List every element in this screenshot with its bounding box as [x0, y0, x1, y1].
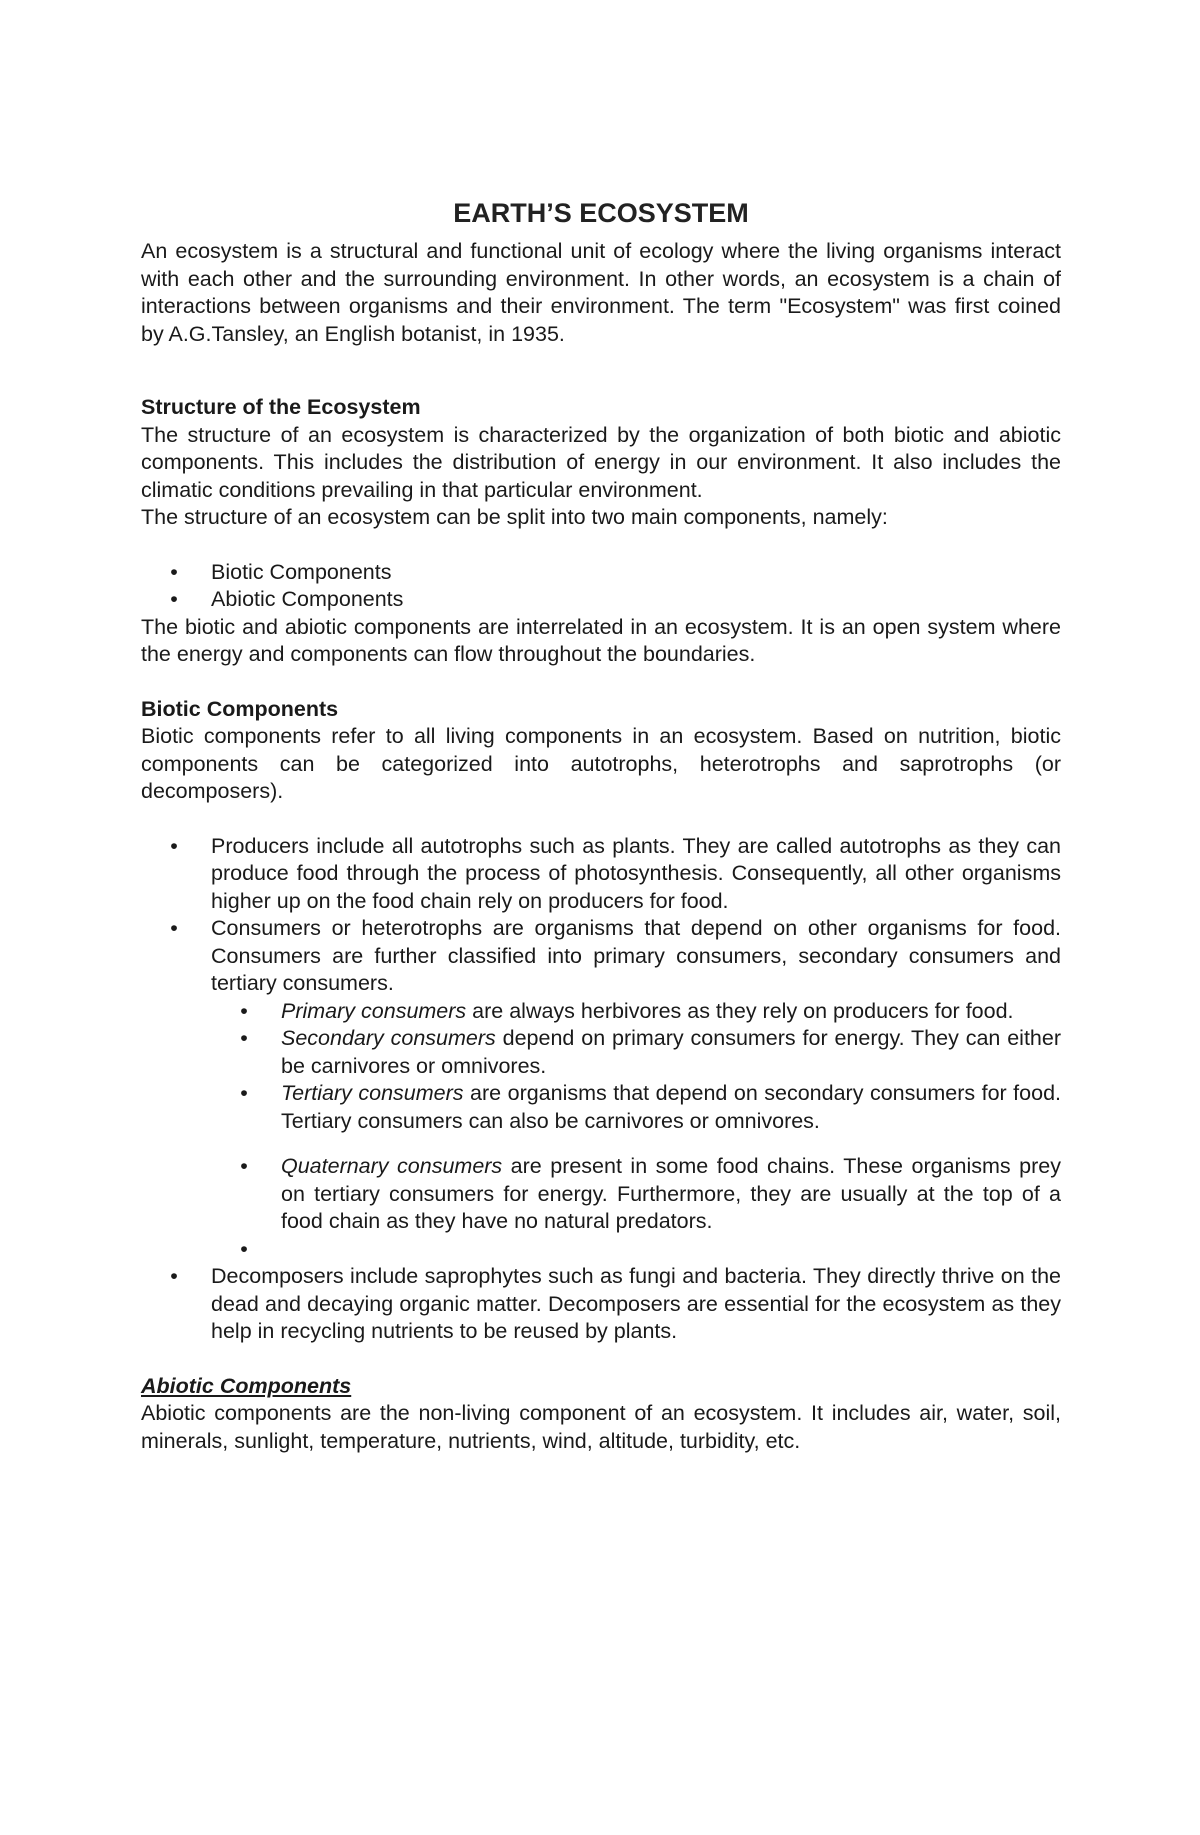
consumers-text: Consumers or heterotrophs are organisms that depend on other organisms for food. Consumers are further classified into primary consumers, secondary consumers and tertiary consumers.	[211, 916, 1061, 995]
list-item-secondary	[211, 1025, 1061, 1080]
bullet-icon: •	[240, 1081, 248, 1105]
bullet-icon: •	[170, 587, 178, 611]
list-item-consumers	[141, 915, 1061, 1263]
biotic-list	[141, 833, 1061, 1346]
tertiary-text: are organisms that depend on secondary consumers for food. Tertiary consumers can also be carnivores or omnivores.	[281, 1081, 1061, 1133]
bullet-icon: •	[170, 559, 178, 584]
biotic-heading: Biotic Components	[141, 696, 339, 721]
document-page	[141, 196, 1061, 1455]
decomposers-text: Decomposers include saprophytes such as fungi and bacteria. They directly thrive on the dead and decaying organic matter. Decomposers are essential for the ecosystem as they help in recycling nutrients to be reused by plants.	[211, 1264, 1061, 1343]
list-item-text: Abiotic Components	[211, 587, 404, 611]
list-item-text: Biotic Components	[211, 559, 392, 584]
spacer	[141, 806, 1061, 833]
intro-paragraph: An ecosystem is a structural and functional unit of ecology where the living organisms interact with each other and the surrounding environment. In other words, an ecosystem is a chain of interactions between organisms and their environment. The term "Ecosystem" was first coined by A.G.Tansley, an English botanist, in 1935.	[141, 239, 1061, 346]
abiotic-paragraph: Abiotic components are the non-living component of an ecosystem. It includes air, water, soil, minerals, sunlight, temperature, nutrients, wind, altitude, turbidity, etc.	[141, 1401, 1061, 1453]
components-list	[141, 559, 1061, 614]
bullet-icon: •	[240, 1026, 248, 1050]
secondary-term: Secondary consumers	[281, 1026, 496, 1050]
spacer	[141, 532, 1061, 559]
list-item-tertiary	[211, 1080, 1061, 1135]
tertiary-term: Tertiary consumers	[281, 1081, 464, 1105]
structure-paragraph: The structure of an ecosystem is characterized by the organization of both biotic and abiotic components. This includes the distribution of energy in our environment. It also includes the climatic conditions prevailing in that particular environment.	[141, 422, 1061, 502]
structure-heading: Structure of the Ecosystem	[141, 395, 421, 419]
quaternary-term: Quaternary consumers	[281, 1154, 503, 1178]
list-item-quaternary	[211, 1153, 1061, 1236]
secondary-text: depend on primary consumers for energy. They can either be carnivores or omnivores.	[281, 1026, 1061, 1078]
spacer	[141, 669, 1061, 696]
bullet-icon: •	[170, 833, 178, 858]
list-item	[141, 559, 1061, 587]
quaternary-text: are present in some food chains. These organisms prey on tertiary consumers for energy. Furthermore, they are usually at the top of a food chain as they have no natural predators.	[281, 1154, 1061, 1233]
list-item-primary	[211, 998, 1061, 1026]
producers-text: Producers include all autotrophs such as plants. They are called autotrophs as they can produce food through the process of photosynthesis. Consequently, all other organisms higher up on the food chain rely on producers for food.	[211, 833, 1061, 913]
bullet-icon: •	[170, 1264, 178, 1288]
bullet-icon: •	[240, 1154, 248, 1178]
biotic-paragraph: Biotic components refer to all living components in an ecosystem. Based on nutrition, biotic components can be categorized into autotrophs, heterotrophs and saprotrophs (or decomposers).	[141, 724, 1061, 803]
bullet-icon: •	[240, 998, 248, 1023]
bullet-icon: •	[170, 916, 178, 940]
document-title: EARTH’S ECOSYSTEM	[453, 198, 749, 228]
structure-closing-paragraph: The biotic and abiotic components are interrelated in an ecosystem. It is an open system where the energy and components can flow throughout the boundaries.	[141, 614, 1061, 666]
consumer-types-list	[211, 998, 1061, 1264]
primary-term: Primary consumers	[281, 998, 467, 1023]
list-item-empty	[211, 1236, 1061, 1264]
spacer	[141, 1346, 1061, 1373]
list-item-producers	[141, 833, 1061, 916]
list-item	[141, 586, 1061, 614]
primary-text: are always herbivores as they rely on producers for food.	[466, 998, 1014, 1023]
list-item-decomposers	[141, 1263, 1061, 1346]
abiotic-heading: Abiotic Components	[141, 1373, 352, 1398]
spacer	[141, 348, 1061, 394]
bullet-icon: •	[240, 1236, 248, 1261]
structure-split-sentence: The structure of an ecosystem can be split into two main components, namely:	[141, 505, 888, 529]
